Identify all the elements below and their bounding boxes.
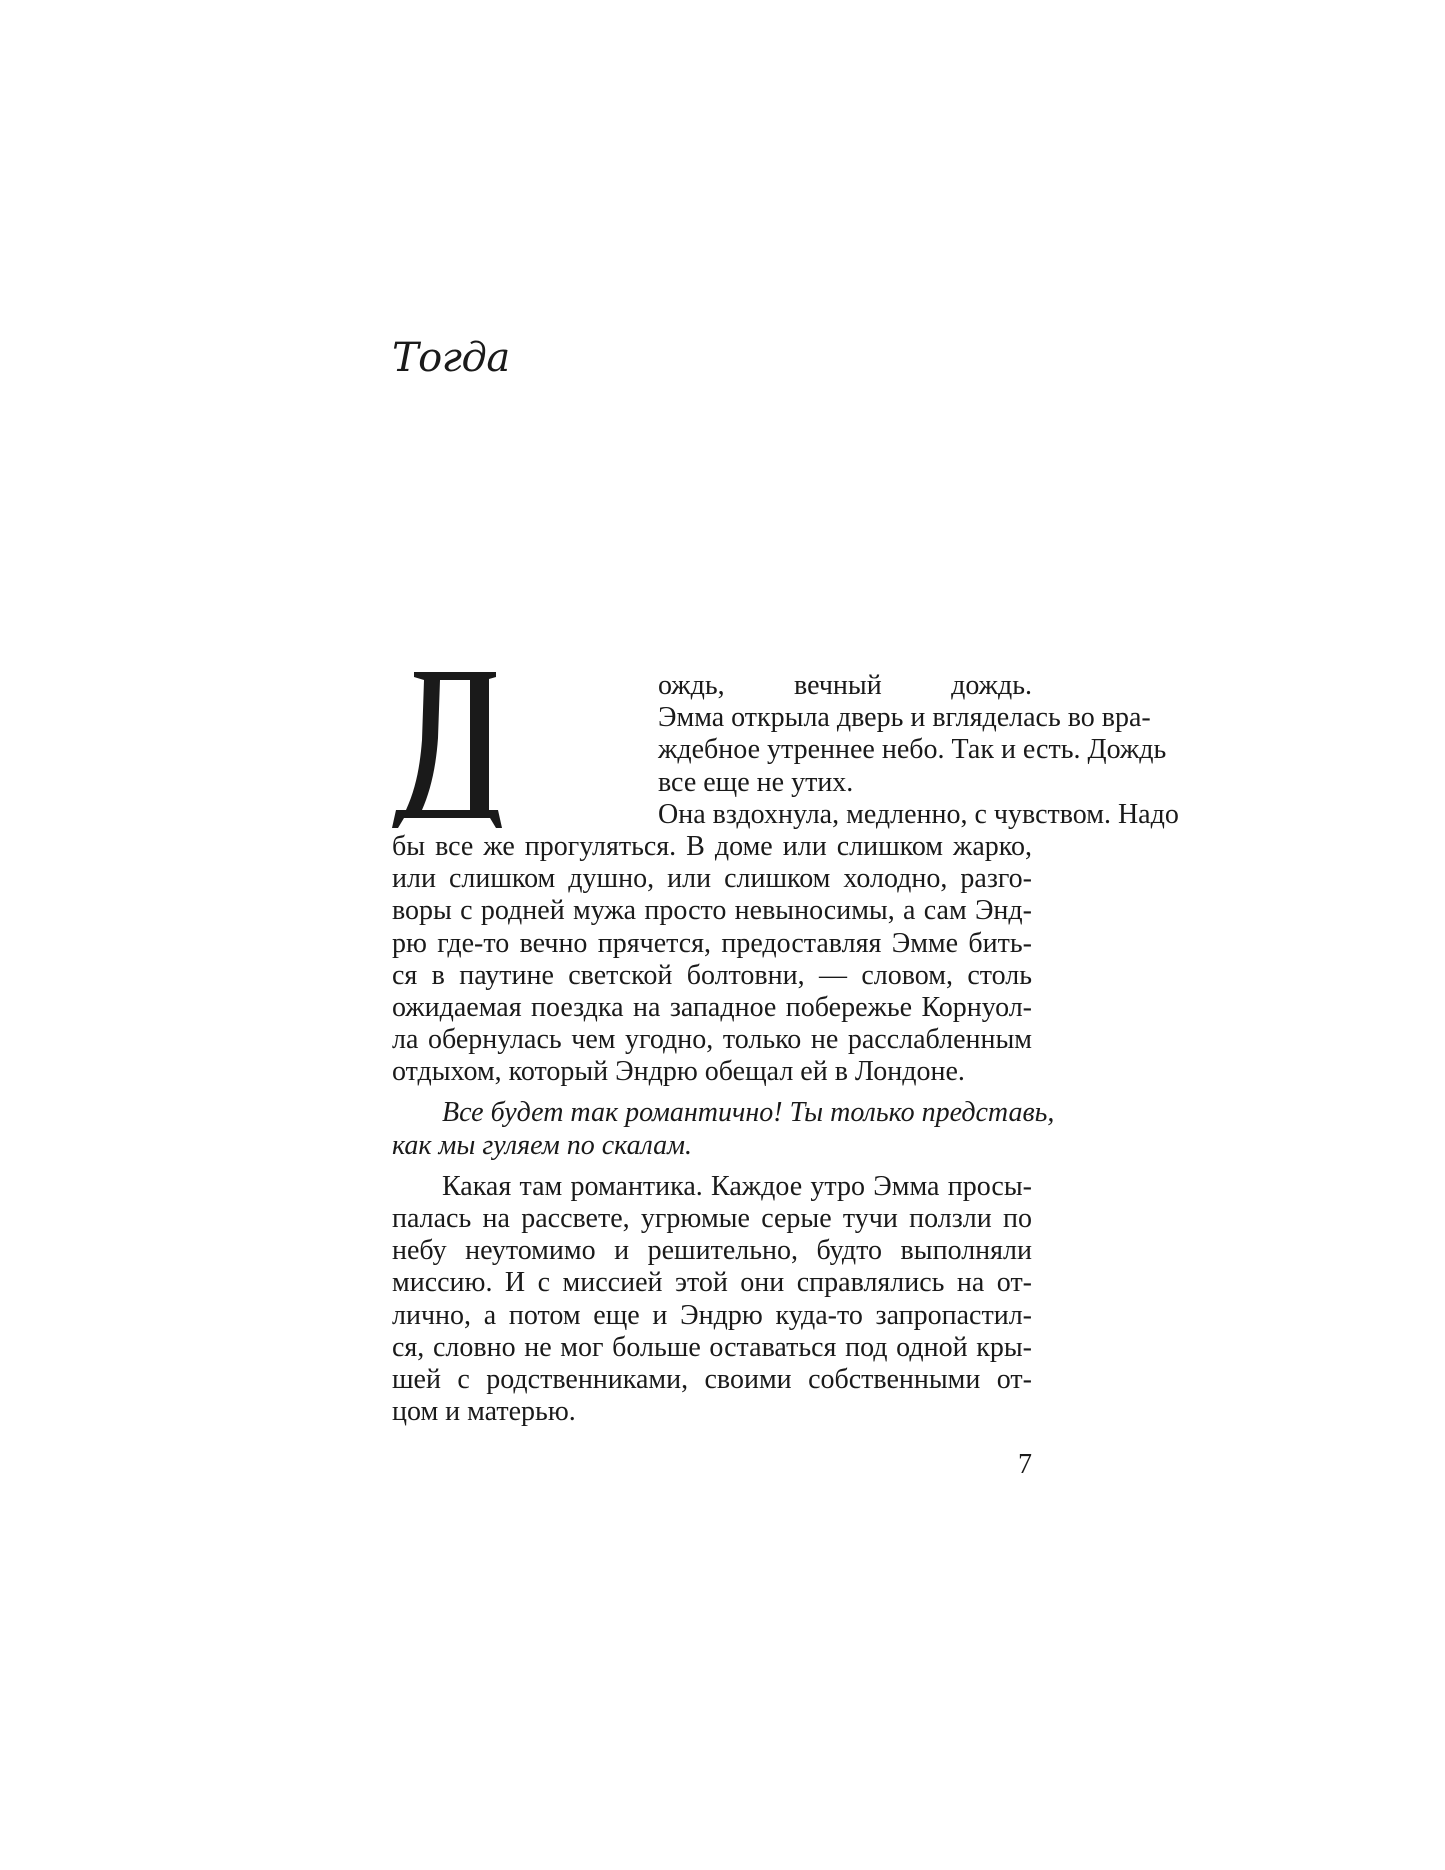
text-line: ла обернулась чем угодно, только не расслабленным: [392, 1024, 1032, 1056]
drop-cap-letter: [392, 670, 502, 830]
chapter-title: Тогда: [392, 335, 510, 381]
text-line: воры с родней мужа просто невыносимы, а сам Энд-: [392, 895, 1032, 927]
text-line: палась на рассвете, угрюмые серые тучи ползли по: [392, 1203, 1032, 1234]
text-line: миссию. И с миссией этой они справлялись на от-: [392, 1267, 1032, 1299]
text-line: ся, словно не мог больше оставаться под одной кры-: [392, 1331, 1032, 1363]
text-line: отдыхом, который Эндрю обещал ей в Лондоне.: [392, 1056, 965, 1088]
text-line: бы все же прогуляться. В доме или слишком жарко,: [392, 830, 1032, 862]
text-line: или слишком душно, или слишком холодно, разго-: [392, 863, 1032, 895]
text-line: Эмма открыла дверь и вгляделась во вра-: [658, 702, 1151, 734]
text-line: Она вздохнула, медленно, с чувством. Надо: [658, 798, 1179, 830]
text-line: шей с родственниками, своими собственными от-: [392, 1363, 1032, 1395]
text-line: ождь, вечный дождь.: [658, 670, 1032, 701]
italic-quote-line: как мы гуляем по скалам.: [392, 1129, 693, 1161]
text-line: лично, а потом еще и Эндрю куда-то запропастил-: [392, 1299, 1032, 1331]
text-line: ся в паутине светской болтовни, — словом, столь: [392, 959, 1032, 991]
text-line: ждебное утреннее небо. Так и есть. Дождь: [658, 734, 1167, 766]
italic-quote-line: Все будет так романтично! Ты только представь,: [442, 1097, 1055, 1129]
body-text: [392, 670, 1179, 1428]
text-line: небу неутомимо и решительно, будто выполняли: [392, 1235, 1032, 1267]
page-number: 7: [1018, 1449, 1032, 1480]
text-line: ожидаемая поездка на западное побережье Корнуол-: [392, 991, 1032, 1023]
text-line: цом и матерью.: [392, 1396, 576, 1428]
text-line: все еще не утих.: [658, 766, 854, 798]
text-line: Какая там романтика. Каждое утро Эмма просы-: [442, 1170, 1032, 1202]
text-line: рю где-то вечно прячется, предоставляя Эмме бить-: [392, 927, 1032, 959]
